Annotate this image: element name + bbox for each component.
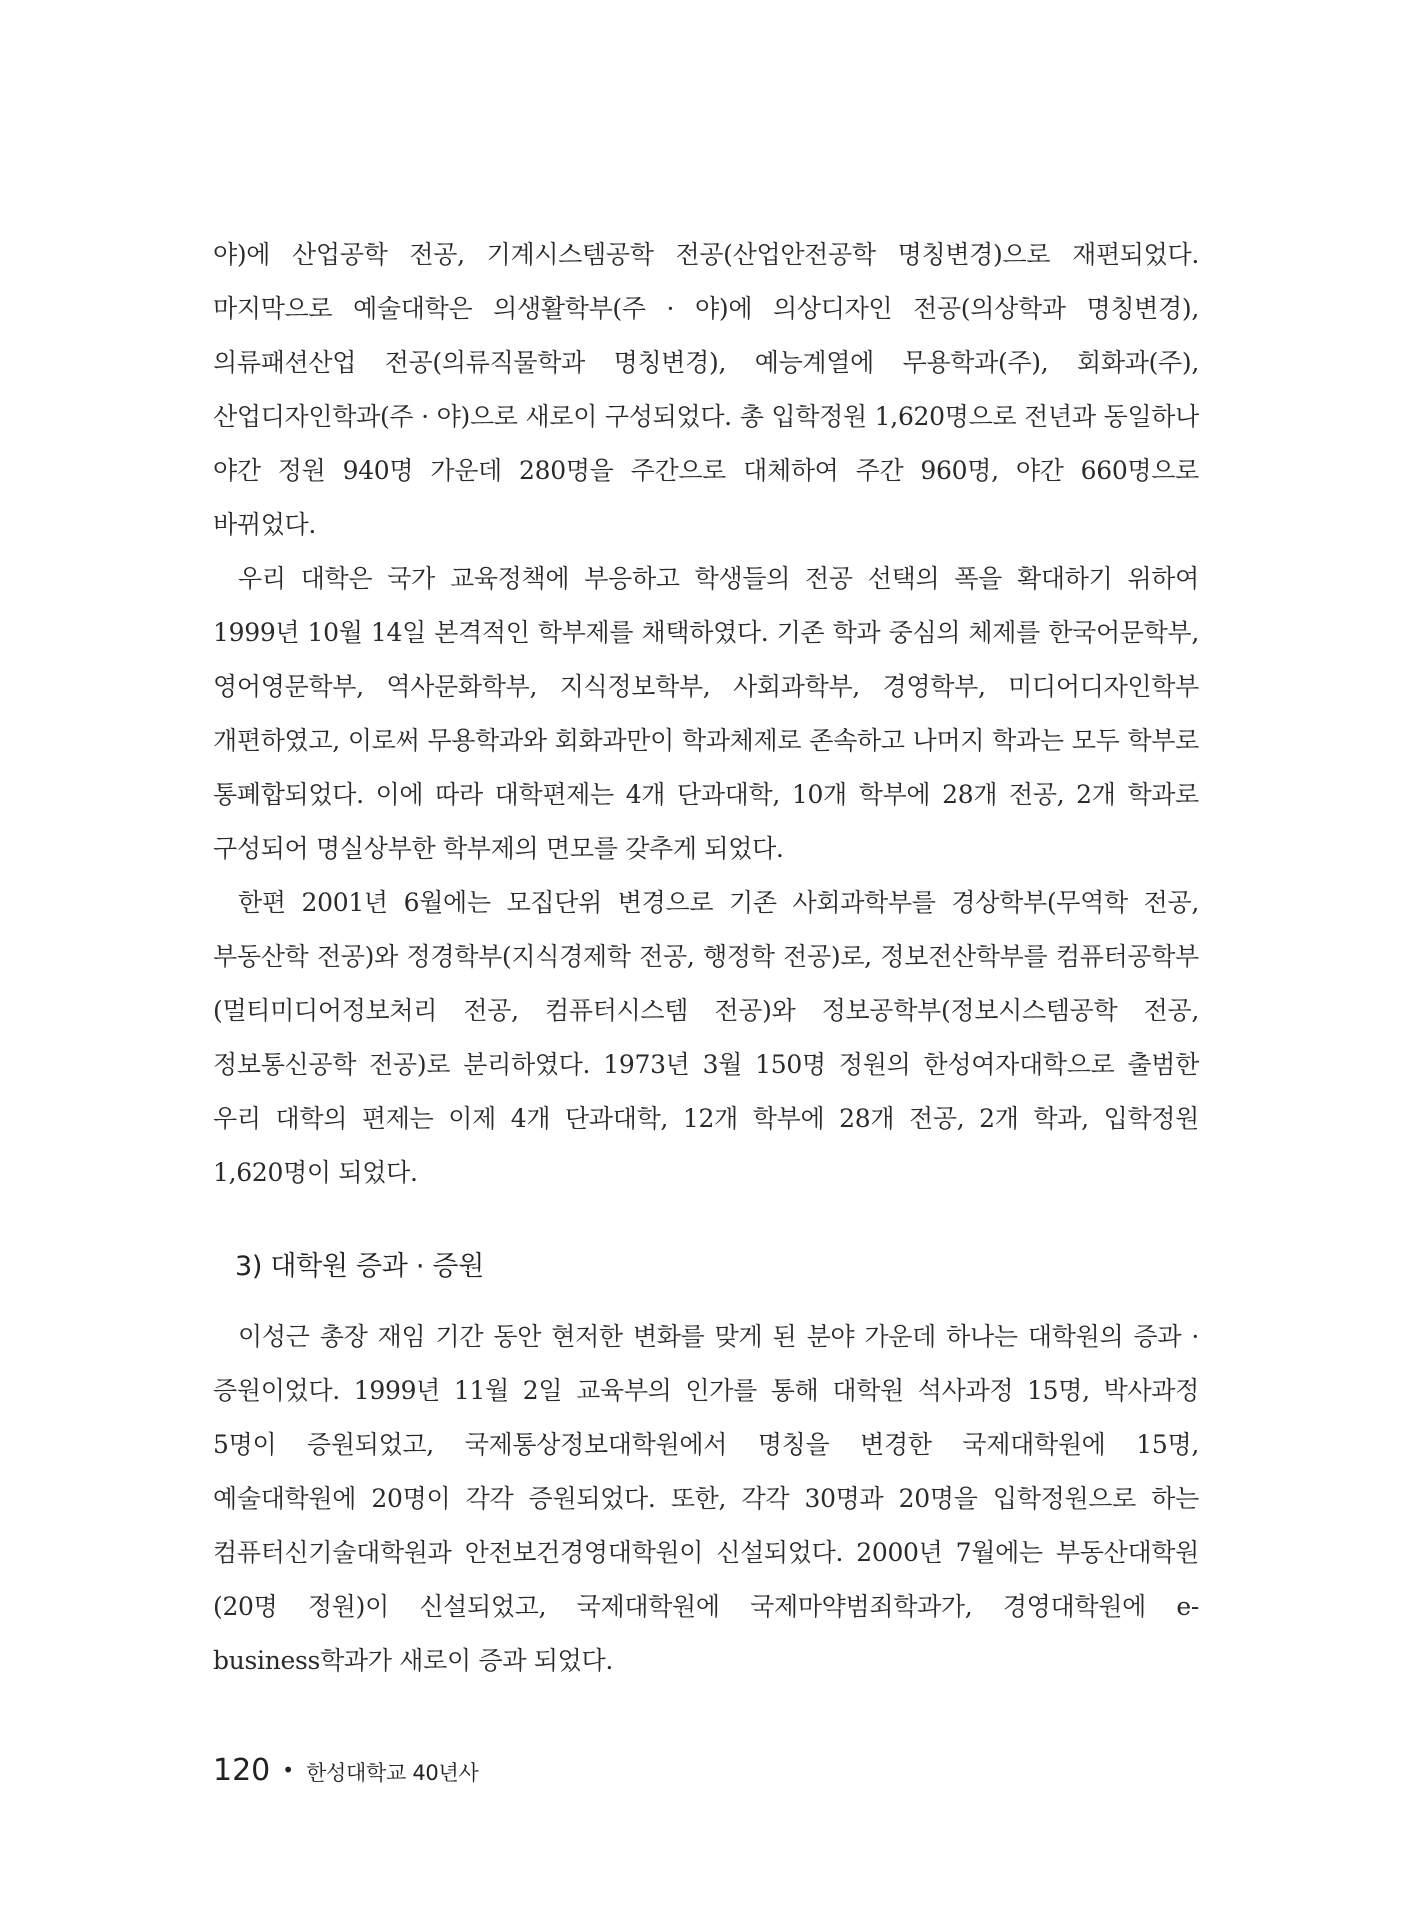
paragraph: 우리 대학은 국가 교육정책에 부응하고 학생들의 전공 선택의 폭을 확대하기 위하여 1999년 10월 14일 본격적인 학부제를 채택하였다. 기존 학과 중심의 체제를 한국어문학부, 영어영문학부, 역사문화학부, 지식정보학부, 사회과학부, 경영학부, 미디어디자인학부 개편하였고, 이로써 무용학과와 회화과만이 학과체제로 존속하고 나머지 학과는 모두 학부로 통폐합되었다. 이에 따라 대학편제는 4개 단과대학, 10개 학부에 28개 전공, 2개 학과로 구성되어 명실상부한 학부제의 면모를 갖추게 되었다. <box>213 564 1199 863</box>
page-footer <box>213 1753 478 1788</box>
section-heading: 3) 대학원 증과 · 증원 <box>235 1251 484 1282</box>
body-text <box>213 228 1199 1200</box>
page-number: 120 <box>213 1753 271 1788</box>
bullet-separator: • <box>282 1758 295 1782</box>
book-title: 한성대학교 40년사 <box>306 1761 479 1785</box>
paragraph: 이성근 총장 재임 기간 동안 현저한 변화를 맞게 된 분야 가운데 하나는 대학원의 증과 · 증원이었다. 1999년 11월 2일 교육부의 인가를 통해 대학원 석사과정 15명, 박사과정 5명이 증원되었고, 국제통상정보대학원에서 명칭을 변경한 국제대학원에 15명, 예술대학원에 20명이 각각 증원되었다. 또한, 각각 30명과 20명을 입학정원으로 하는 컴퓨터신기술대학원과 안전보건경영대학원이 신설되었다. 2000년 7월에는 부동산대학원(20명 정원)이 신설되었고, 국제대학원에 국제마약범죄학과가, 경영대학원에 e-business학과가 새로이 증과 되었다. <box>213 1322 1199 1675</box>
paragraph: 한편 2001년 6월에는 모집단위 변경으로 기존 사회과학부를 경상학부(무역학 전공, 부동산학 전공)와 정경학부(지식경제학 전공, 행정학 전공)로, 정보전산학부를 컴퓨터공학부(멀티미디어정보처리 전공, 컴퓨터시스템 전공)와 정보공학부(정보시스템공학 전공, 정보통신공학 전공)로 분리하였다. 1973년 3월 150명 정원의 한성여자대학으로 출범한 우리 대학의 편제는 이제 4개 단과대학, 12개 학부에 28개 전공, 2개 학과, 입학정원 1,620명이 되었다. <box>213 888 1199 1187</box>
section-body-text <box>213 1310 1199 1688</box>
paragraph: 야)에 산업공학 전공, 기계시스템공학 전공(산업안전공학 명칭변경)으로 재편되었다. 마지막으로 예술대학은 의생활학부(주 · 야)에 의상디자인 전공(의상학과 명칭변경), 의류패션산업 전공(의류직물학과 명칭변경), 예능계열에 무용학과(주), 회화과(주), 산업디자인학과(주 · 야)으로 새로이 구성되었다. 총 입학정원 1,620명으로 전년과 동일하나 야간 정원 940명 가운데 280명을 주간으로 대체하여 주간 960명, 야간 660명으로 바뀌었다. <box>213 240 1199 539</box>
